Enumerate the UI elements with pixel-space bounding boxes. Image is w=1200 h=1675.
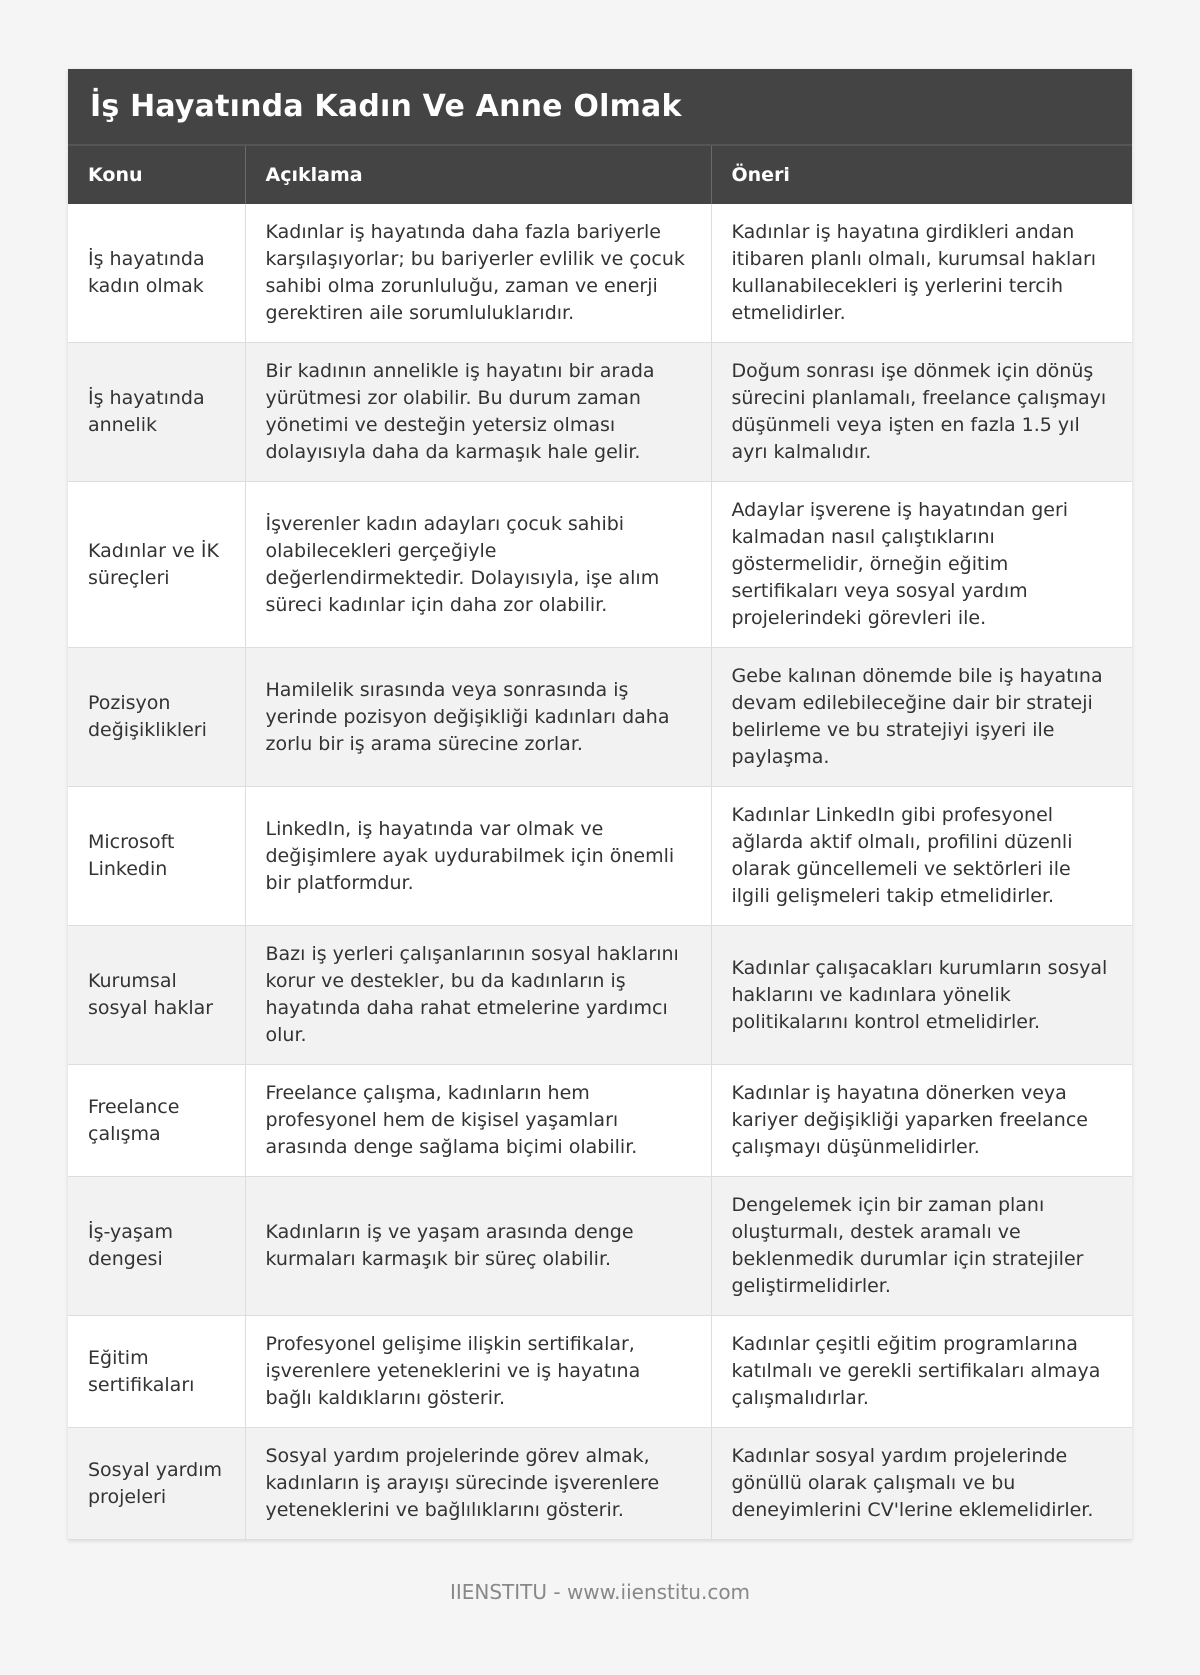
table-row	[68, 1065, 1132, 1177]
cell-konu: Eğitim sertifikaları	[68, 1316, 245, 1428]
table-row	[68, 1316, 1132, 1428]
table-body	[68, 204, 1132, 1540]
cell-oneri: Kadınlar çalışacakları kurumların sosyal haklarını ve kadınlara yönelik politikalarını kontrol etmelidirler.	[711, 926, 1132, 1065]
footer-credit: IIENSTITU - www.iienstitu.com	[449, 1580, 751, 1604]
cell-aciklama: Kadınlar iş hayatında daha fazla bariyerle karşılaşıyorlar; bu bariyerler evlilik ve çocuk sahibi olma zorunluluğu, zaman ve enerji gerektiren aile sorumluluklarıdır.	[245, 204, 711, 343]
cell-aciklama: Hamilelik sırasında veya sonrasında iş yerinde pozisyon değişikliği kadınları daha zorlu bir iş arama sürecine zorlar.	[245, 648, 711, 787]
content-card	[68, 69, 1132, 1540]
table-row	[68, 1428, 1132, 1540]
page-title: İş Hayatında Kadın Ve Anne Olmak	[90, 89, 682, 124]
cell-oneri: Kadınlar iş hayatına dönerken veya kariyer değişikliği yaparken freelance çalışmayı düşünmelidirler.	[711, 1065, 1132, 1177]
table-row	[68, 787, 1132, 926]
cell-konu: Microsoft Linkedin	[68, 787, 245, 926]
table-header	[68, 146, 1132, 204]
cell-konu: Kadınlar ve İK süreçleri	[68, 482, 245, 648]
table-row	[68, 204, 1132, 343]
cell-oneri: Kadınlar LinkedIn gibi profesyonel ağlarda aktif olmalı, profilini düzenli olarak güncellemeli ve sektörleri ile ilgili gelişmeleri takip etmelidirler.	[711, 787, 1132, 926]
cell-konu: Pozisyon değişiklikleri	[68, 648, 245, 787]
cell-aciklama: Kadınların iş ve yaşam arasında denge kurmaları karmaşık bir süreç olabilir.	[245, 1177, 711, 1316]
table-row	[68, 648, 1132, 787]
cell-oneri: Kadınlar çeşitli eğitim programlarına katılmalı ve gerekli sertifikaları almaya çalışmalıdırlar.	[711, 1316, 1132, 1428]
cell-konu: İş hayatında annelik	[68, 343, 245, 482]
cell-aciklama: Sosyal yardım projelerinde görev almak, kadınların iş arayışı sürecinde işverenlere yeteneklerini ve bağlılıklarını gösterir.	[245, 1428, 711, 1540]
cell-oneri: Adaylar işverene iş hayatından geri kalmadan nasıl çalıştıklarını göstermelidir, örneğin eğitim sertifikaları veya sosyal yardım projelerindeki görevleri ile.	[711, 482, 1132, 648]
cell-aciklama: Bir kadının annelikle iş hayatını bir arada yürütmesi zor olabilir. Bu durum zaman yönetimi ve desteğin yetersiz olması dolayısıyla daha da karmaşık hale gelir.	[245, 343, 711, 482]
table-row	[68, 343, 1132, 482]
cell-aciklama: Bazı iş yerleri çalışanlarının sosyal haklarını korur ve destekler, bu da kadınların iş hayatında daha rahat etmelerine yardımcı olur.	[245, 926, 711, 1065]
table-row	[68, 1177, 1132, 1316]
cell-konu: Sosyal yardım projeleri	[68, 1428, 245, 1540]
cell-oneri: Kadınlar iş hayatına girdikleri andan itibaren planlı olmalı, kurumsal hakları kullanabilecekleri iş yerlerini tercih etmelidirler.	[711, 204, 1132, 343]
cell-aciklama: İşverenler kadın adayları çocuk sahibi olabilecekleri gerçeğiyle değerlendirmektedir. Dolayısıyla, işe alım süreci kadınlar için daha zor olabilir.	[245, 482, 711, 648]
cell-aciklama: Profesyonel gelişime ilişkin sertifikalar, işverenlere yeteneklerini ve iş hayatına bağlı kaldıklarını gösterir.	[245, 1316, 711, 1428]
cell-konu: İş hayatında kadın olmak	[68, 204, 245, 343]
title-bar	[68, 69, 1132, 146]
info-table	[68, 146, 1132, 1540]
table-row	[68, 482, 1132, 648]
table-row	[68, 926, 1132, 1065]
cell-oneri: Doğum sonrası işe dönmek için dönüş sürecini planlamalı, freelance çalışmayı düşünmeli veya işten en fazla 1.5 yıl ayrı kalmalıdır.	[711, 343, 1132, 482]
cell-konu: Kurumsal sosyal haklar	[68, 926, 245, 1065]
cell-konu: Freelance çalışma	[68, 1065, 245, 1177]
cell-aciklama: Freelance çalışma, kadınların hem profesyonel hem de kişisel yaşamları arasında denge sağlama biçimi olabilir.	[245, 1065, 711, 1177]
cell-oneri: Kadınlar sosyal yardım projelerinde gönüllü olarak çalışmalı ve bu deneyimlerini CV'lerine eklemelidirler.	[711, 1428, 1132, 1540]
column-header-konu: Konu	[68, 146, 245, 204]
column-header-aciklama: Açıklama	[245, 146, 711, 204]
cell-aciklama: LinkedIn, iş hayatında var olmak ve değişimlere ayak uydurabilmek için önemli bir platformdur.	[245, 787, 711, 926]
header-row	[68, 146, 1132, 204]
cell-konu: İş-yaşam dengesi	[68, 1177, 245, 1316]
cell-oneri: Dengelemek için bir zaman planı oluşturmalı, destek aramalı ve beklenmedik durumlar için stratejiler geliştirmelidirler.	[711, 1177, 1132, 1316]
column-header-oneri: Öneri	[711, 146, 1132, 204]
cell-oneri: Gebe kalınan dönemde bile iş hayatına devam edilebileceğine dair bir strateji belirleme ve bu stratejiyi işyeri ile paylaşma.	[711, 648, 1132, 787]
